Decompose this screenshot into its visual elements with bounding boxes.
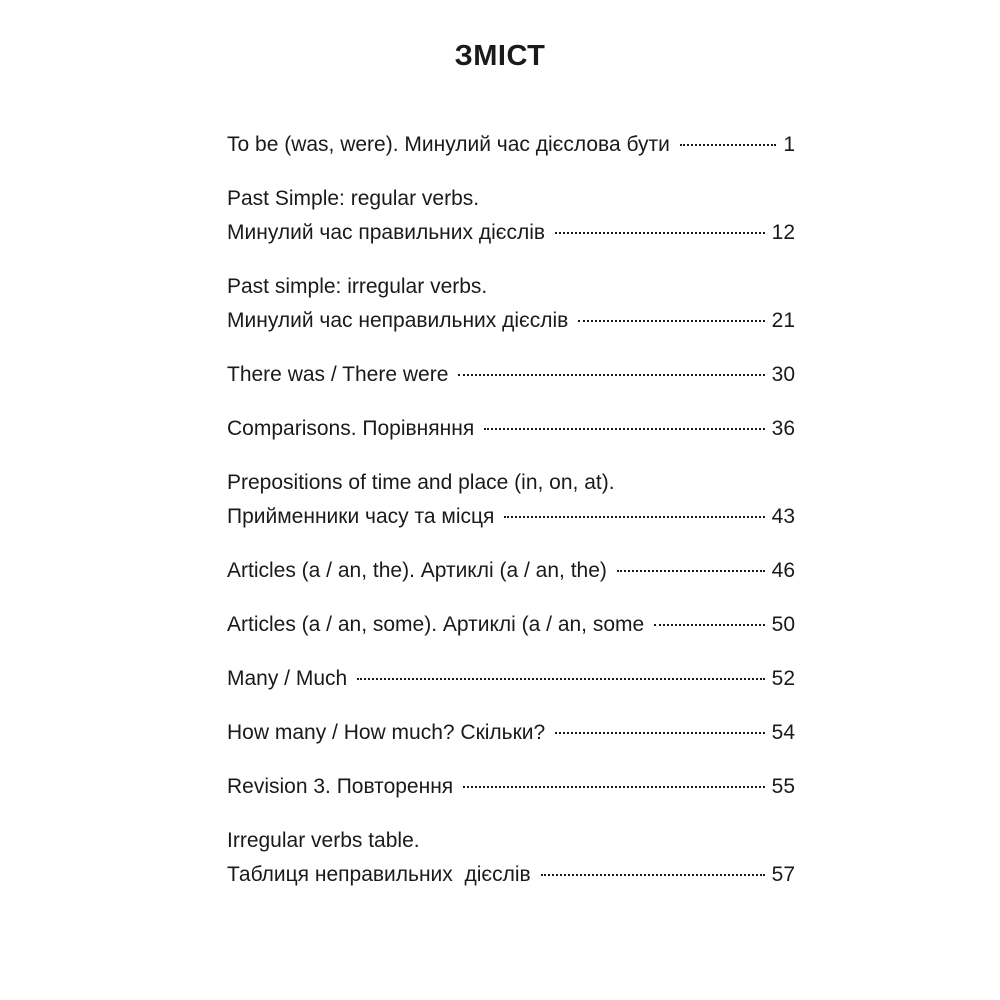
toc-entry-title: Many / Much bbox=[227, 667, 348, 690]
toc-entry[interactable] bbox=[227, 770, 795, 804]
toc-entry[interactable] bbox=[227, 182, 795, 250]
toc-entry-title: Articles (a / an, the). Артиклі (a / an, the) bbox=[227, 559, 607, 582]
toc-entry-title: Past simple: irregular verbs. bbox=[227, 275, 488, 298]
toc-page-number: 1 bbox=[783, 133, 795, 156]
dot-leader bbox=[617, 570, 765, 572]
dot-leader bbox=[463, 786, 764, 788]
toc-entry-line bbox=[227, 182, 795, 216]
toc-entry-line bbox=[227, 216, 795, 250]
toc-page-number: 46 bbox=[771, 559, 795, 582]
dot-leader bbox=[680, 144, 776, 146]
toc-entry-line bbox=[227, 358, 795, 392]
toc-entry[interactable] bbox=[227, 824, 795, 892]
toc-entry-line bbox=[227, 466, 795, 500]
dot-leader bbox=[484, 428, 764, 430]
dot-leader bbox=[504, 516, 764, 518]
toc-entry-title: To be (was, were). Минулий час дієслова бути bbox=[227, 133, 670, 156]
toc-page-number: 43 bbox=[771, 505, 795, 528]
toc-entry-line bbox=[227, 858, 795, 892]
toc-entry[interactable] bbox=[227, 466, 795, 534]
toc-entry[interactable] bbox=[227, 716, 795, 750]
toc-page-number: 30 bbox=[771, 363, 795, 386]
toc-page-number: 54 bbox=[771, 721, 795, 744]
dot-leader bbox=[555, 732, 764, 734]
toc-entry[interactable] bbox=[227, 662, 795, 696]
toc-page-number: 52 bbox=[771, 667, 795, 690]
toc-entry-line bbox=[227, 270, 795, 304]
toc-entry-title: Articles (a / an, some). Артиклі (a / an, some bbox=[227, 613, 645, 636]
page-title: ЗМІСТ bbox=[454, 40, 546, 72]
toc-entry-subtitle: Минулий час неправильних дієслів bbox=[227, 309, 569, 332]
table-of-contents bbox=[227, 128, 795, 892]
toc-entry-subtitle: Таблиця неправильних дієслів bbox=[227, 863, 531, 886]
toc-entry-title: Prepositions of time and place (in, on, at). bbox=[227, 471, 615, 494]
toc-entry-line bbox=[227, 554, 795, 588]
toc-entry-title: Revision 3. Повторення bbox=[227, 775, 454, 798]
dot-leader bbox=[654, 624, 764, 626]
toc-entry-line bbox=[227, 824, 795, 858]
toc-entry[interactable] bbox=[227, 270, 795, 338]
dot-leader bbox=[555, 232, 765, 234]
toc-entry-title: Comparisons. Порівняння bbox=[227, 417, 475, 440]
toc-entry-title: Past Simple: regular verbs. bbox=[227, 187, 480, 210]
toc-entry-line bbox=[227, 770, 795, 804]
toc-page-number: 55 bbox=[771, 775, 795, 798]
toc-entry[interactable] bbox=[227, 608, 795, 642]
toc-entry-subtitle: Минулий час правильних дієслів bbox=[227, 221, 546, 244]
dot-leader bbox=[357, 678, 764, 680]
toc-entry-title: Irregular verbs table. bbox=[227, 829, 420, 852]
toc-entry[interactable] bbox=[227, 412, 795, 446]
toc-entry-line bbox=[227, 412, 795, 446]
toc-entry-line bbox=[227, 608, 795, 642]
toc-entry[interactable] bbox=[227, 128, 795, 162]
toc-page-number: 36 bbox=[771, 417, 795, 440]
dot-leader bbox=[578, 320, 764, 322]
toc-entry-line bbox=[227, 662, 795, 696]
toc-entry-line bbox=[227, 128, 795, 162]
toc-entry-title: How many / How much? Скільки? bbox=[227, 721, 546, 744]
toc-entry[interactable] bbox=[227, 358, 795, 392]
toc-page-number: 50 bbox=[771, 613, 795, 636]
toc-entry-subtitle: Прийменники часу та місця bbox=[227, 505, 495, 528]
toc-entry-line bbox=[227, 500, 795, 534]
toc-page-number: 12 bbox=[771, 221, 795, 244]
toc-page-number: 21 bbox=[771, 309, 795, 332]
dot-leader bbox=[458, 374, 764, 376]
toc-entry-line bbox=[227, 716, 795, 750]
toc-entry-title: There was / There were bbox=[227, 363, 449, 386]
toc-page-number: 57 bbox=[771, 863, 795, 886]
toc-entry-line bbox=[227, 304, 795, 338]
toc-entry[interactable] bbox=[227, 554, 795, 588]
dot-leader bbox=[541, 874, 765, 876]
